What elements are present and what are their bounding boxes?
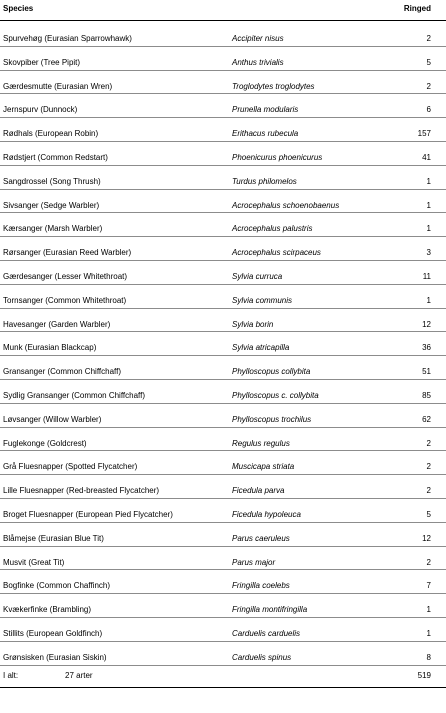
species-name: Grønsisken (Eurasian Siskin): [3, 652, 107, 662]
row-divider: [0, 93, 446, 94]
species-name: Skovpiber (Tree Pipit): [3, 57, 81, 67]
ringed-count: 157: [417, 129, 431, 139]
latin-name: Carduelis carduelis: [232, 629, 301, 638]
latin-name: Fringilla coelebs: [232, 581, 290, 591]
latin-name: Prunella modularis: [232, 105, 299, 115]
header-rule: [0, 20, 446, 21]
row-divider: [0, 569, 446, 570]
species-name: Gærdesanger (Lesser Whitethroat): [3, 272, 128, 281]
species-name: Sydlig Gransanger (Common Chiffchaff): [3, 391, 145, 400]
latin-name: Acrocephalus schoenobaenus: [232, 200, 340, 210]
row-divider: [0, 617, 446, 618]
row-divider: [0, 665, 446, 666]
latin-name: Accipiter nisus: [232, 34, 284, 43]
species-name: Sivsanger (Sedge Warbler): [3, 200, 100, 210]
latin-name: Fringilla montifringilla: [232, 605, 308, 615]
ringed-count: 3: [426, 248, 431, 258]
ringed-count: 11: [422, 272, 431, 281]
latin-name: Sylvia communis: [232, 295, 293, 305]
species-name: Gransanger (Common Chiffchaff): [3, 367, 121, 377]
ringed-count: 1: [426, 176, 431, 186]
latin-name: Phylloscopus c. collybita: [232, 391, 319, 400]
row-divider: [0, 236, 446, 237]
species-name: Løvsanger (Willow Warbler): [3, 414, 102, 424]
species-name: Rørsanger (Eurasian Reed Warbler): [3, 248, 132, 258]
species-column-header: Species: [3, 4, 34, 13]
latin-name: Anthus trivialis: [232, 57, 284, 67]
species-name: Kvækerfinke (Brambling): [3, 605, 92, 615]
latin-name: Sylvia curruca: [232, 272, 283, 281]
latin-name: Sylvia atricapilla: [232, 343, 290, 353]
ringed-count: 1: [426, 629, 431, 638]
latin-name: Parus caeruleus: [232, 533, 290, 543]
species-name: Havesanger (Garden Warbler): [3, 319, 111, 329]
latin-name: Ficedula parva: [232, 486, 285, 496]
total-ringed-count: 519: [417, 670, 431, 680]
ringed-count: 7: [426, 581, 431, 591]
row-divider: [0, 403, 446, 404]
ringed-count: 2: [426, 81, 431, 91]
species-name: Blåmejse (Eurasian Blue Tit): [3, 533, 104, 543]
ringed-count: 2: [426, 462, 431, 472]
row-divider: [0, 165, 446, 166]
row-divider: [0, 546, 446, 547]
latin-name: Sylvia borin: [232, 319, 274, 329]
species-name: Grå Fluesnapper (Spotted Flycatcher): [3, 462, 138, 472]
ringed-count: 2: [426, 557, 431, 567]
ringed-count: 41: [422, 153, 431, 162]
ringed-count: 62: [422, 414, 431, 424]
latin-name: Regulus regulus: [232, 438, 290, 448]
species-name: Bogfinke (Common Chaffinch): [3, 581, 111, 591]
row-divider: [0, 498, 446, 499]
species-name: Musvit (Great Tit): [3, 557, 65, 567]
latin-name: Muscicapa striata: [232, 462, 295, 472]
ringed-count: 5: [426, 57, 431, 67]
row-divider: [0, 355, 446, 356]
row-divider: [0, 379, 446, 380]
ringed-count: 12: [422, 319, 431, 329]
row-divider: [0, 427, 446, 428]
row-divider: [0, 189, 446, 190]
row-divider: [0, 474, 446, 475]
row-divider: [0, 593, 446, 594]
latin-name: Phoenicurus phoenicurus: [232, 153, 323, 162]
latin-name: Acrocephalus palustris: [232, 224, 313, 234]
species-name: Kærsanger (Marsh Warbler): [3, 224, 103, 234]
row-divider: [0, 260, 446, 261]
latin-name: Turdus philomelos: [232, 176, 297, 186]
ringed-count: 1: [426, 605, 431, 615]
ringed-column-header: Ringed: [403, 4, 431, 13]
ringed-count: 6: [426, 105, 431, 115]
ringed-count: 85: [422, 391, 431, 400]
row-divider: [0, 331, 446, 332]
species-name: Stillits (European Goldfinch): [3, 629, 103, 638]
ringed-count: 2: [426, 486, 431, 496]
latin-name: Erithacus rubecula: [232, 129, 299, 139]
species-name: Sangdrossel (Song Thrush): [3, 176, 101, 186]
row-divider: [0, 284, 446, 285]
ringed-count: 8: [426, 652, 431, 662]
row-divider: [0, 450, 446, 451]
row-divider: [0, 641, 446, 642]
ringed-count: 1: [426, 295, 431, 305]
row-divider: [0, 117, 446, 118]
row-divider: [0, 46, 446, 47]
row-divider: [0, 308, 446, 309]
row-divider: [0, 70, 446, 71]
species-name: Lille Fluesnapper (Red-breasted Flycatcher): [3, 486, 160, 496]
ringed-count: 36: [422, 343, 431, 353]
ringed-count: 2: [426, 438, 431, 448]
latin-name: Parus major: [232, 557, 276, 567]
total-label: I alt:: [3, 670, 19, 680]
ringed-count: 1: [426, 200, 431, 210]
species-name: Fuglekonge (Goldcrest): [3, 438, 87, 448]
species-name: Broget Fluesnapper (European Pied Flycatcher): [3, 510, 173, 519]
species-name: Rødstjert (Common Redstart): [3, 153, 108, 162]
species-name: Rødhals (European Robin): [3, 129, 99, 139]
bottom-rule: [0, 687, 446, 688]
latin-name: Acrocephalus scirpaceus: [232, 248, 321, 258]
species-name: Tornsanger (Common Whitethroat): [3, 295, 127, 305]
species-name: Gærdesmutte (Eurasian Wren): [3, 81, 113, 91]
species-name: Jernspurv (Dunnock): [3, 105, 78, 115]
latin-name: Troglodytes troglodytes: [232, 81, 315, 91]
row-divider: [0, 141, 446, 142]
row-divider: [0, 522, 446, 523]
latin-name: Phylloscopus collybita: [232, 367, 311, 377]
total-species-count: 27 arter: [65, 670, 93, 680]
ringed-count: 51: [422, 367, 431, 377]
species-name: Spurvehøg (Eurasian Sparrowhawk): [3, 34, 132, 43]
ringed-count: 5: [426, 510, 431, 519]
species-name: Munk (Eurasian Blackcap): [3, 343, 97, 353]
latin-name: Ficedula hypoleuca: [232, 510, 301, 519]
ringed-count: 2: [426, 34, 431, 43]
ringed-count: 12: [422, 533, 431, 543]
ringed-count: 1: [426, 224, 431, 234]
latin-name: Carduelis spinus: [232, 652, 292, 662]
latin-name: Phylloscopus trochilus: [232, 414, 312, 424]
row-divider: [0, 212, 446, 213]
